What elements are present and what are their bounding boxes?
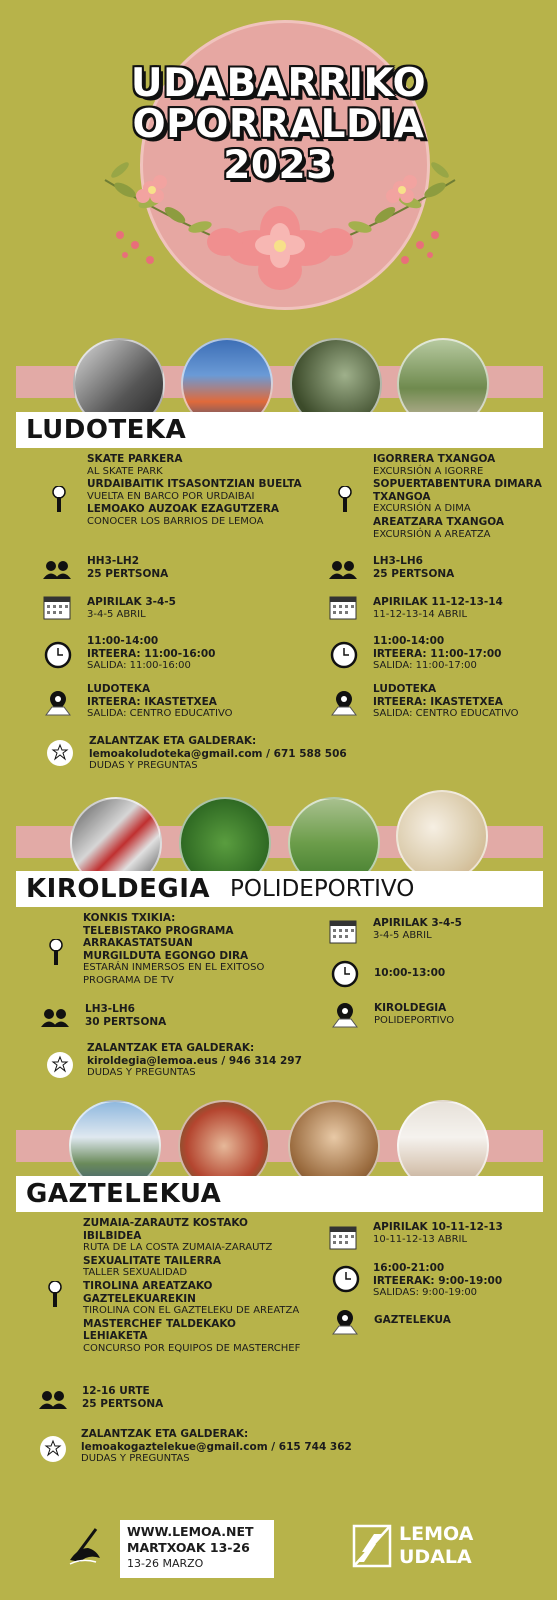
kiroldegia-section-bar [16, 871, 543, 907]
clock-icon [329, 640, 359, 670]
calendar-icon [328, 592, 358, 622]
location-pin-icon [330, 1000, 360, 1030]
group-size: 25 PERTSONA [87, 567, 169, 580]
activity-title: LEMOAKO AUZOAK EZAGUTZERA [87, 503, 280, 516]
title-line-2: OPORRALDIA [132, 102, 425, 147]
time: 10:00-13:00 [374, 967, 446, 979]
ludoteka-right-dates [373, 596, 548, 621]
time-1: 11:00-14:00 [373, 635, 445, 647]
activity-title: AREATZARA TXANGOA [373, 515, 505, 528]
dates-es: 10-11-12-13 ABRIL [373, 1233, 468, 1245]
gaztelekua-activities [83, 1217, 303, 1356]
activity-title: TIROLINA AREATZAKO GAZTELEKUAREKIN [83, 1279, 213, 1305]
footer-dates-es: 13-26 MARZO [127, 1557, 204, 1570]
title-line-3: 2023 [223, 143, 334, 188]
activity-title: SKATE PARKERA [87, 453, 183, 465]
gaztelekua-group [82, 1385, 282, 1410]
ludoteka-right-group [373, 555, 543, 580]
microphone-icon [41, 938, 71, 968]
section-title-gaztelekua: GAZTELEKUA [26, 1179, 222, 1209]
place: KIROLDEGIA [374, 1002, 447, 1014]
activity-title: URDAIBAITIK ITSASONTZIAN BUELTA [87, 478, 302, 491]
calendar-icon [328, 916, 358, 946]
place-es: SALIDA: CENTRO EDUCATIVO [87, 708, 233, 720]
contact-title: ZALANTZAK ETA GALDERAK: [81, 1428, 249, 1440]
place-1: LUDOTEKA [87, 683, 151, 695]
place: GAZTELEKUA [374, 1314, 451, 1326]
activity-subtitle: RUTA DE LA COSTA ZUMAIA-ZARAUTZ [83, 1242, 273, 1254]
title-line-1: UDABARRIKO [130, 61, 427, 106]
question-badge-icon [38, 1434, 68, 1464]
location-pin-icon [330, 1307, 360, 1337]
dates-eu: APIRILAK 3-4-5 [87, 596, 176, 608]
contact-title: ZALANTZAK ETA GALDERAK: [89, 735, 257, 747]
activity-description: TELEBISTAKO PROGRAMA ARRAKASTATSUAN MURGILDUTA EGONGO DIRA [83, 924, 249, 962]
kiroldegia-group [85, 1003, 265, 1028]
footer-website[interactable]: WWW.LEMOA.NET [127, 1524, 254, 1539]
activity-title: SOPUERTABENTURA DIMARA TXANGOA [373, 478, 542, 503]
section-subtitle-kiroldegia: POLIDEPORTIVO [230, 876, 415, 902]
place-2: IRTEERA: IKASTETXEA [87, 695, 217, 708]
clock-icon [330, 959, 360, 989]
people-icon [328, 555, 358, 585]
kiroldegia-activity [83, 912, 273, 988]
footer-info-box [120, 1520, 274, 1578]
kiroldegia-place [374, 1002, 544, 1027]
lemoa-udala-logo-icon [352, 1522, 392, 1570]
people-icon [42, 555, 72, 585]
ludoteka-left-activities [87, 453, 307, 529]
ludoteka-left-dates [87, 596, 287, 621]
microphone-icon [330, 485, 360, 515]
microphone-icon [44, 485, 74, 515]
time-es: SALIDA: 11:00-17:00 [373, 660, 477, 672]
activity-subtitle: CONCURSO POR EQUIPOS DE MASTERCHEF [83, 1342, 301, 1354]
time-es: SALIDAS: 9:00-19:00 [373, 1287, 478, 1299]
location-pin-icon [329, 688, 359, 718]
gaztelekua-dates [373, 1221, 548, 1246]
logo-line-2: UDALA [399, 1546, 472, 1568]
kiroldegia-time [374, 967, 544, 980]
contact-info[interactable]: lemoakoludoteka@gmail.com / 671 588 506 [89, 747, 347, 760]
gaztelekua-time [373, 1262, 548, 1300]
activity-title: IGORRERA TXANGOA [373, 453, 496, 465]
contact-es: DUDAS Y PREGUNTAS [81, 1453, 190, 1465]
ludoteka-left-place [87, 683, 307, 721]
contact-info[interactable]: lemoakogaztelekue@gmail.com / 615 744 362 [81, 1440, 352, 1453]
activity-subtitle: EXCURSIÓN A AREATZA [373, 528, 491, 540]
lemoa-udala-wordmark [399, 1523, 473, 1569]
clock-icon [43, 640, 73, 670]
activity-title: MASTERCHEF TALDEKAKO LEHIAKETA [83, 1317, 236, 1343]
activity-subtitle: EXCURSIÓN A DIMA [373, 503, 471, 515]
contact-es: DUDAS Y PREGUNTAS [89, 760, 198, 772]
activity-subtitle: CONOCER LOS BARRIOS DE LEMOA [87, 515, 264, 527]
location-pin-icon [43, 688, 73, 718]
group-level: LH3-LH6 [85, 1003, 135, 1015]
time-1: 16:00-21:00 [373, 1262, 445, 1274]
activity-subtitle: TALLER SEXUALIDAD [83, 1267, 188, 1279]
activity-title: KONKIS TXIKIA: [83, 912, 176, 924]
gaztelekua-section-bar [16, 1176, 543, 1212]
calendar-icon [328, 1222, 358, 1252]
microphone-icon [40, 1280, 70, 1310]
ludoteka-right-time [373, 635, 548, 673]
dates-es: 3-4-5 ABRIL [87, 608, 146, 620]
group-size: 25 PERTSONA [373, 567, 455, 580]
activity-subtitle: AL SKATE PARK [87, 465, 163, 477]
dates-eu: APIRILAK 3-4-5 [373, 917, 462, 929]
time-2: IRTEERA: 11:00-17:00 [373, 647, 502, 660]
section-title-kiroldegia: KIROLDEGIA [26, 874, 210, 904]
group-level: LH3-LH6 [373, 555, 423, 567]
group-size: 30 PERTSONA [85, 1015, 167, 1028]
activity-subtitle: VUELTA EN BARCO POR URDAIBAI [87, 490, 255, 502]
gaztelekua-contact [81, 1428, 381, 1466]
place-es: POLIDEPORTIVO [374, 1014, 455, 1026]
time-2: IRTEERA: 11:00-16:00 [87, 647, 216, 660]
ludoteka-contact [89, 735, 389, 773]
activity-title: SEXUALITATE TAILERRA [83, 1254, 221, 1267]
activity-subtitle: ESTARÁN INMERSOS EN EL EXITOSO PROGRAMA DE TV [83, 962, 265, 986]
footer-hand-pen-icon [66, 1526, 106, 1570]
footer-dates-eu: MARTXOAK 13-26 [127, 1540, 250, 1555]
people-icon [40, 1003, 70, 1033]
dates-eu: APIRILAK 11-12-13-14 [373, 596, 503, 608]
section-title-ludoteka: LUDOTEKA [26, 415, 187, 445]
activity-subtitle: EXCURSIÓN A IGORRE [373, 465, 484, 477]
ludoteka-section-bar [16, 412, 543, 448]
calendar-icon [42, 592, 72, 622]
activity-subtitle: TIROLINA CON EL GAZTELEKU DE AREATZA [83, 1305, 300, 1317]
gaztelekua-place [374, 1314, 549, 1327]
question-badge-icon [45, 738, 75, 768]
place-2: IRTEERA: IKASTETXEA [373, 695, 503, 708]
photo-paper-craft [396, 790, 488, 882]
ludoteka-left-group [87, 555, 287, 580]
place-es: SALIDA: CENTRO EDUCATIVO [373, 708, 519, 720]
ludoteka-right-activities [373, 453, 548, 541]
kiroldegia-contact [87, 1042, 387, 1080]
time-es: SALIDA: 11:00-16:00 [87, 660, 191, 672]
dates-es: 11-12-13-14 ABRIL [373, 608, 468, 620]
ludoteka-left-time [87, 635, 287, 673]
contact-es: DUDAS Y PREGUNTAS [87, 1067, 196, 1079]
clock-icon [331, 1264, 361, 1294]
time-2: IRTEERAK: 9:00-19:00 [373, 1274, 503, 1287]
dates-eu: APIRILAK 10-11-12-13 [373, 1221, 503, 1233]
group-size: 25 PERTSONA [82, 1397, 164, 1410]
group-level: 12-16 URTE [82, 1385, 150, 1397]
ludoteka-right-place [373, 683, 553, 721]
contact-title: ZALANTZAK ETA GALDERAK: [87, 1042, 255, 1054]
logo-line-1: LEMOA [399, 1523, 474, 1545]
group-level: HH3-LH2 [87, 555, 140, 567]
activity-title: ZUMAIA-ZARAUTZ KOSTAKO IBILBIDEA [83, 1217, 248, 1242]
contact-info[interactable]: kiroldegia@lemoa.eus / 946 314 297 [87, 1054, 302, 1067]
time-1: 11:00-14:00 [87, 635, 159, 647]
question-badge-icon [45, 1050, 75, 1080]
people-icon [38, 1385, 68, 1415]
kiroldegia-dates [373, 917, 543, 942]
dates-es: 3-4-5 ABRIL [373, 929, 432, 941]
place-1: LUDOTEKA [373, 683, 437, 695]
